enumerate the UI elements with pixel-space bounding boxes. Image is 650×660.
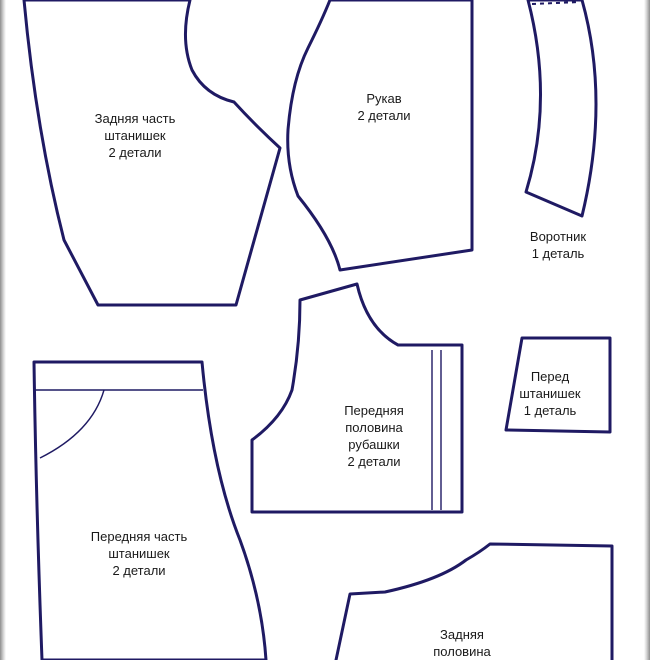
back-shirt-label: Задняя половина — [433, 627, 491, 659]
front-shorts-outline — [34, 362, 266, 660]
back-shorts-label: Задняя часть штанишек 2 детали — [94, 111, 176, 160]
front-shirt-outline — [252, 284, 462, 512]
sleeve-label: Рукав 2 детали — [357, 91, 411, 123]
shorts-front-tab-label: Перед штанишек 1 деталь — [519, 369, 581, 418]
collar-label: Воротник 1 деталь — [529, 229, 587, 261]
front-shorts-pocket-curve — [40, 390, 104, 458]
front-shorts-label: Передняя часть штанишек 2 детали — [90, 529, 188, 578]
sleeve-outline — [288, 0, 472, 270]
collar-outline — [526, 0, 596, 216]
collar-fold-mark — [532, 2, 580, 4]
front-shirt-label: Передняя половина рубашки 2 детали — [344, 403, 404, 469]
